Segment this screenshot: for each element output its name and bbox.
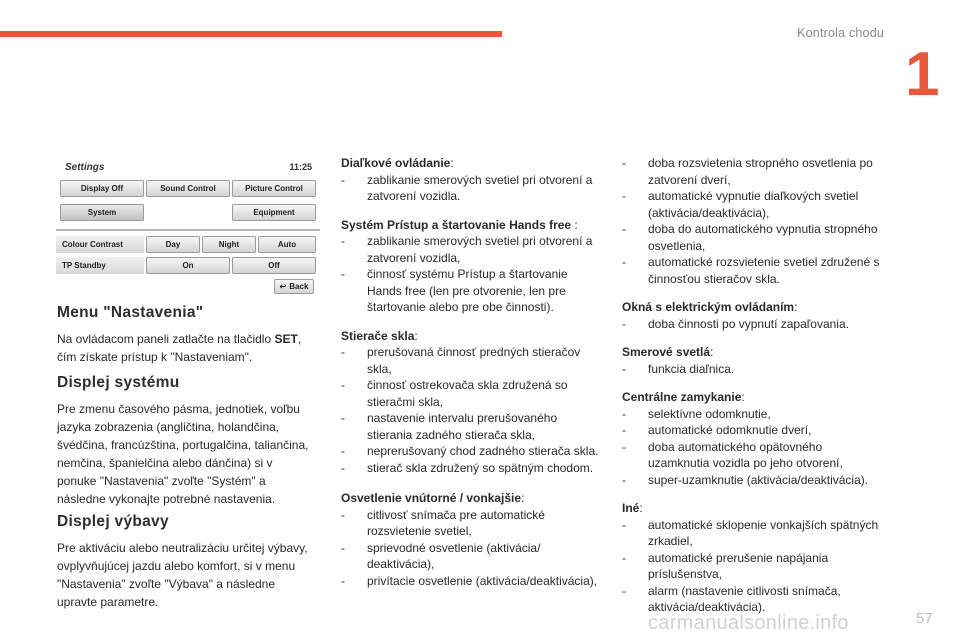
feature-group	[341, 155, 606, 205]
feature-group-heading: Stierače skla:	[341, 328, 418, 343]
sound-control-button[interactable]: Sound Control	[146, 180, 230, 197]
feature-item: - citlivosť snímača pre automatické rozsvietenie svetiel,	[341, 507, 545, 538]
equipment-button[interactable]: Equipment	[232, 204, 316, 221]
feature-group	[341, 490, 606, 589]
feature-group	[341, 328, 606, 477]
equipment-line: Pre aktiváciu alebo neutralizáciu určitej výbavy,	[57, 541, 308, 555]
feature-group-heading: Centrálne zamykanie:	[622, 390, 745, 404]
system-line: nemčina, španielčina alebo dánčina) si v	[57, 456, 273, 470]
feature-group	[622, 389, 892, 488]
set-key: SET	[274, 332, 298, 346]
menu-text-2: čím získate prístup k "Nastaveniam".	[57, 350, 253, 364]
equipment-heading: Displej výbavy	[57, 513, 169, 530]
feature-item: - sprievodné osvetlenie (aktivácia/ deaktivácia),	[341, 540, 541, 571]
feature-group-heading: Osvetlenie vnútorné / vonkajšie:	[341, 491, 525, 505]
day-button[interactable]: Day	[146, 236, 200, 253]
picture-control-button[interactable]: Picture Control	[232, 180, 316, 197]
menu-section	[57, 304, 322, 366]
screen-divider	[56, 229, 320, 231]
feature-item: - prerušovaná činnosť predných stieračov skla,	[341, 345, 581, 376]
feature-item: - stierač skla združený so spätným chodom.	[341, 460, 594, 475]
equipment-section	[57, 513, 322, 611]
feature-item: - neprerušovaný chod zadného stierača skla.	[341, 444, 599, 458]
feature-group-heading: Diaľkové ovládanie:	[341, 156, 454, 170]
feature-item: - činnosť ostrekovača skla združená so stieračmi skla,	[341, 378, 568, 409]
feature-item: - automatické sklopenie vonkajších spätných zrkadiel,	[622, 517, 879, 548]
feature-group	[622, 344, 892, 377]
feature-group-heading: Okná s elektrickým ovládaním:	[622, 300, 798, 314]
equipment-paragraph	[57, 539, 322, 611]
feature-item: - doba do automatického vypnutia stropného osvetlenia,	[622, 222, 878, 253]
watermark: carmanualsonline.info	[648, 612, 849, 634]
feature-item: - činnosť systému Prístup a štartovanie Hands free (len pre otvorenie, len pre štartovanie alebo pre obe činnosti).	[341, 267, 568, 314]
settings-screen	[56, 156, 320, 298]
system-line: ponuke "Nastavenia" zvoľte "Systém" a	[57, 474, 266, 488]
system-line: Pre zmenu časového pásma, jednotiek, voľbu	[57, 402, 300, 416]
feature-item: - doba automatického opätovného uzamknutia vozidla po jeho otvorení,	[622, 439, 843, 470]
equipment-line: upravte parametre.	[57, 595, 159, 609]
feature-item: - automatické odomknutie dverí,	[622, 423, 812, 437]
system-paragraph	[57, 400, 322, 508]
night-button[interactable]: Night	[202, 236, 256, 253]
system-line: švédčina, francúzština, portugalčina, taliančina,	[57, 438, 309, 452]
back-button[interactable]	[274, 279, 314, 294]
on-button[interactable]: On	[146, 257, 230, 274]
system-button[interactable]: System	[60, 204, 144, 221]
system-heading: Displej systému	[57, 374, 180, 391]
tp-standby-row: TP Standby	[56, 257, 144, 274]
menu-text-comma: ,	[297, 332, 302, 346]
feature-item: - funkcia diaľnica.	[622, 361, 735, 376]
display-off-button[interactable]: Display Off	[60, 180, 144, 197]
feature-item: - doba činnosti po vypnutí zapaľovania.	[622, 316, 849, 331]
feature-item: - automatické vypnutie diaľkových svetiel (aktivácia/deaktivácia),	[622, 189, 859, 220]
feature-group-heading: Smerové svetlá:	[622, 345, 714, 359]
feature-group-heading: Systém Prístup a štartovanie Hands free :	[341, 217, 578, 232]
feature-item: - super-uzamknutie (aktivácia/deaktivácia).	[622, 472, 869, 487]
feature-item: - automatické prerušenie napájania príslušenstva,	[622, 550, 829, 581]
feature-group	[341, 217, 606, 316]
right-column	[622, 155, 892, 616]
equipment-line: "Nastavenia" zvoľte "Výbava" a následne	[57, 577, 275, 591]
system-line: jazyka zobrazenia (angličtina, holandčina,	[57, 420, 280, 434]
feature-item: - privítacie osvetlenie (aktivácia/deaktivácia),	[341, 573, 598, 588]
page-number: 57	[916, 610, 933, 627]
feature-item: - automatické rozsvietenie svetiel združené s činnosťou stieračov skla.	[622, 255, 880, 286]
back-button-label: Back	[289, 282, 309, 291]
top-accent-bar	[0, 31, 502, 37]
middle-column	[341, 155, 606, 589]
feature-group	[622, 155, 892, 287]
chapter-number: 1	[905, 40, 940, 109]
feature-item: - zablikanie smerových svetiel pri otvorení a zatvorení vozidla,	[341, 234, 593, 265]
feature-group	[622, 299, 892, 332]
feature-item: - nastavenie intervalu prerušovaného stierania zadného stierača skla,	[341, 411, 558, 442]
auto-button[interactable]: Auto	[258, 236, 316, 253]
menu-heading: Menu "Nastavenia"	[57, 304, 204, 321]
system-section	[57, 374, 322, 508]
menu-paragraph	[57, 330, 322, 366]
colour-contrast-row: Colour Contrast	[56, 236, 144, 253]
equipment-line: ovplyvňujúcej jazdu alebo komfort, si v menu	[57, 559, 296, 573]
off-button[interactable]: Off	[232, 257, 316, 274]
system-line: následne vykonajte potrebné nastavenia.	[57, 492, 276, 506]
feature-group	[622, 500, 892, 616]
screen-title: Settings	[65, 162, 105, 173]
feature-item: - doba rozsvietenia stropného osvetlenia po zatvorení dverí,	[622, 156, 873, 187]
screen-clock: 11:25	[289, 162, 312, 172]
feature-group-heading: Iné:	[622, 501, 643, 515]
feature-item: - selektívne odomknutie,	[622, 406, 771, 421]
feature-item: - alarm (nastavenie citlivosti snímača, aktivácia/deaktivácia).	[622, 583, 841, 614]
section-header: Kontrola chodu	[797, 26, 884, 40]
menu-text: Na ovládacom paneli zatlačte na tlačidlo	[57, 332, 275, 346]
back-arrow-icon: ↩	[279, 282, 287, 291]
feature-item: - zablikanie smerových svetiel pri otvorení a zatvorení vozidla.	[341, 172, 593, 203]
